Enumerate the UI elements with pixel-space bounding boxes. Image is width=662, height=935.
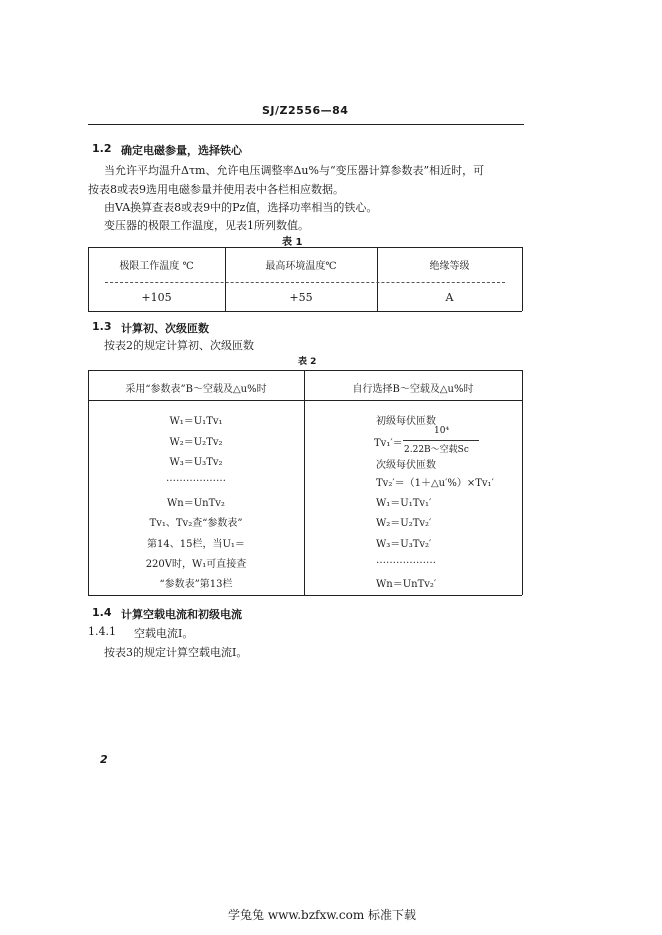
- section-1-3-title: 计算初、次级匝数: [121, 322, 209, 335]
- table2-right-formula1-denominator: 2.22B～空载Sc: [404, 445, 469, 455]
- table2-left-row: Wn＝UnTv₂: [167, 498, 225, 509]
- section-1-2-number: 1.2: [92, 142, 112, 155]
- table2-left-row: Tv₁、Tv₂查“参数表”: [149, 518, 243, 529]
- section-1-4-para: 按表3的规定计算空载电流I。: [104, 646, 248, 659]
- table2-right-label-secondary: 次级每伏匝数: [376, 460, 436, 471]
- table2-right-row: W₃＝U₃Tv₂′: [376, 539, 432, 550]
- table2-right-label-primary: 初级每伏匝数: [376, 416, 436, 427]
- section-1-3-para: 按表2的规定计算初、次级匝数: [104, 339, 254, 352]
- fraction-bar: [403, 440, 479, 441]
- table2-right-formula1-lhs: Tv₁′＝: [374, 438, 403, 449]
- section-1-2-para1-line2: 按表8或表9选用电磁参量并使用表中各栏相应数据。: [88, 183, 344, 196]
- header-rule: [88, 124, 524, 125]
- table1-header-cell: 极限工作温度 ℃: [119, 261, 194, 272]
- table2-header-right: 自行选择B～空载及△u%时: [352, 384, 474, 395]
- table2-right-formula2: Tv₂′＝（1＋△u′%）×Tv₁′: [376, 478, 494, 489]
- table1-header-cell: 绝缘等级: [429, 261, 470, 272]
- table1-cell: +105: [141, 291, 172, 304]
- footer-watermark: 学兔兔 www.bzfxw.com 标准下载: [228, 908, 417, 922]
- table2-left-row: W₂＝U₂Tv₂: [169, 437, 223, 448]
- section-1-3-number: 1.3: [92, 320, 112, 333]
- table2-left-row: 220V时，W₁可直接查: [145, 559, 247, 570]
- section-1-4-number: 1.4: [92, 606, 112, 619]
- table2-right-row: W₂＝U₂Tv₂′: [376, 518, 432, 529]
- section-1-4-title: 计算空载电流和初级电流: [121, 608, 242, 621]
- table1-cell: +55: [289, 291, 313, 304]
- table2-left-row: “参数表”第13栏: [159, 579, 233, 590]
- table1-caption: 表 1: [282, 237, 303, 248]
- section-1-4-1-number: 1.4.1: [88, 625, 116, 638]
- table2-right-row: ………………: [376, 555, 436, 566]
- section-1-2-para2: 由VA换算查表8或表9中的Pz值，选择功率相当的铁心。: [104, 201, 378, 214]
- table2-header-left: 采用“参数表”B～空载及△u%时: [125, 384, 267, 395]
- table2-left-row: ………………: [166, 473, 226, 484]
- section-1-4-1-title: 空载电流I。: [134, 627, 194, 640]
- table2-right-row: Wn＝UnTv₂′: [376, 579, 437, 590]
- table2-caption: 表 2: [298, 357, 317, 367]
- section-1-2-para1-line1: 当允许平均温升Δτm、允许电压调整率Δu%与“变压器计算参数表”相近时，可: [104, 164, 485, 177]
- section-1-2-para3: 变压器的极限工作温度，见表1所列数值。: [104, 219, 309, 232]
- table2-right-formula1-numerator: 10⁴: [434, 426, 450, 436]
- table2-left-row: 第14、15栏，当U₁＝: [147, 539, 245, 550]
- table1-cell: A: [445, 291, 454, 304]
- table1-header-cell: 最高环境温度℃: [265, 261, 337, 272]
- table2-right-row: W₁＝U₁Tv₁′: [376, 498, 432, 509]
- table2-left-row: W₁＝U₁Tv₁: [169, 416, 223, 427]
- document-code: SJ/Z2556—84: [262, 104, 349, 117]
- page-number: 2: [100, 753, 108, 766]
- section-1-2-title: 确定电磁参量，选择铁心: [121, 144, 242, 157]
- table2-left-row: W₃＝U₃Tv₂: [169, 457, 223, 468]
